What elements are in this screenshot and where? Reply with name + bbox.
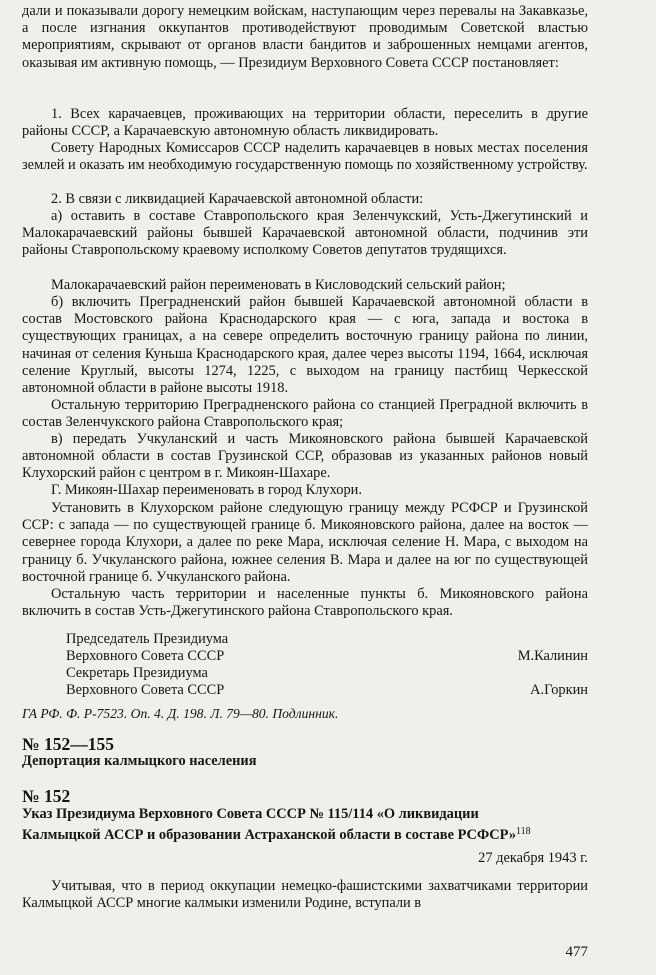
paragraph-11: Установить в Клухорском районе следующую границу между РСФСР и Грузинской ССР: с запада — по существующей границе б. Микояновского района, далее на восток — севернее города Клухори, а далее по реке Мара, исключая селение Н. Мара, с выходом на границу б. Учкуланского района, южнее селения В. Мара и далее на юг по существующей восточной границе б. Учкуланского района. — [22, 500, 588, 585]
secretary-name: А.Горкин — [530, 682, 588, 698]
document-date: 27 декабря 1943 г. — [478, 850, 588, 866]
archive-source-note: ГА РФ. Ф. Р-7523. Оп. 4. Д. 198. Л. 79—80. Подлинник. — [22, 706, 339, 721]
chair-title-line2: Верховного Совета СССР — [66, 648, 225, 664]
paragraph-12: Остальную часть территории и населенные пункты б. Микояновского района включить в состав Усть-Джегутинского района Ставропольского края. — [22, 586, 588, 620]
paragraph-4: 2. В связи с ликвидацией Карачаевской автономной области: — [51, 191, 424, 207]
document-number: № 152 — [22, 786, 71, 806]
secretary-title-line1: Секретарь Президиума — [66, 665, 208, 681]
chair-name: М.Калинин — [517, 648, 588, 664]
document-title-text: Калмыцкой АССР и образовании Астраханской области в составе РСФСР» — [22, 827, 517, 843]
paragraph-1: дали и показывали дорогу немецким войскам, наступающим через перевалы на Закавказье, а после изгнания оккупантов противодействуют проводимым Советской властью мероприятиям, скрывают от органов власти бандитов и заброшенных немцами агентов, оказывая им активную помощь, — Президиум Верховного Совета СССР постановляет: — [22, 3, 588, 71]
document-title-line1: Указ Президиума Верховного Совета СССР № 115/114 «О ликвидации — [22, 806, 479, 822]
footnote-ref: 118 — [516, 826, 531, 837]
chair-title-line1: Председатель Президиума — [66, 631, 229, 647]
paragraph-8: Остальную территорию Преградненского района со станцией Преградной включить в состав Зеленчукского района Ставропольского края; — [22, 397, 588, 431]
section-title: Депортация калмыцкого населения — [22, 753, 257, 769]
opening-paragraph: Учитывая, что в период оккупации немецко-фашистскими захватчиками территории Калмыцкой АССР многие калмыки изменили Родине, вступали в — [22, 878, 588, 912]
paragraph-7: б) включить Преградненский район бывшей Карачаевской автономной области в состав Мостовского района Краснодарского края — с юга, запада и востока в существующих границах, а на севере определить восточную границу района по линии, начиная от селения Куньша Краснодарского края, далее через высоты 1194, 1664, исключая селение Круглый, высоты 1274, 1225, с выходом на границу пастбищ Черкесской автономной области в районе высоты 1918. — [22, 294, 588, 397]
paragraph-5: а) оставить в составе Ставропольского края Зеленчукский, Усть-Джегутинский и Малокарачаевский районы бывшей Карачаевской автономной области, подчинив эти районы Ставропольскому краевому исполкому Советов депутатов трудящихся. — [22, 208, 588, 259]
paragraph-2: 1. Всех карачаевцев, проживающих на территории области, переселить в другие районы СССР, а Карачаевскую автономную область ликвидировать. — [22, 106, 588, 140]
section-number: № 152—155 — [22, 734, 114, 754]
paragraph-10: Г. Микоян-Шахар переименовать в город Клухори. — [51, 482, 362, 498]
paragraph-6: Малокарачаевский район переименовать в Кисловодский сельский район; — [51, 277, 506, 293]
page-number: 477 — [565, 944, 588, 960]
paragraph-9: в) передать Учкуланский и часть Микояновского района бывшей Карачаевской автономной области в состав Грузинской ССР, образовав из указанных районов новый Клухорский район с центром в г. Микоян-Шахаре. — [22, 431, 588, 482]
secretary-title-line2: Верховного Совета СССР — [66, 682, 225, 698]
paragraph-3: Совету Народных Комиссаров СССР наделить карачаевцев в новых местах поселения землей и оказать им необходимую государственную помощь по хозяйственному устройству. — [22, 140, 588, 174]
document-title-line2 — [22, 823, 531, 844]
